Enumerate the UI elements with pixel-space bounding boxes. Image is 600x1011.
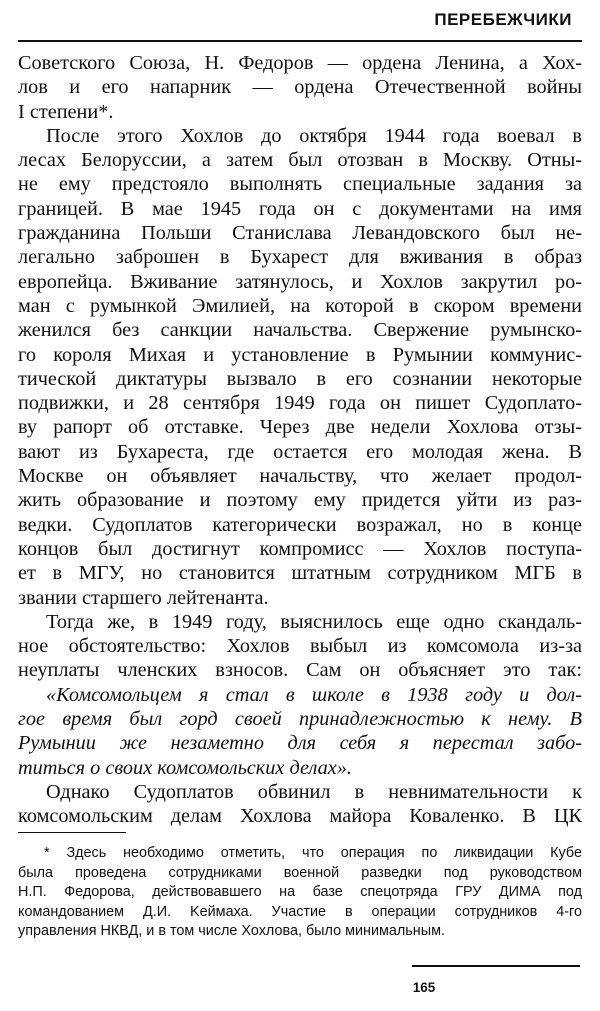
text-line: Однако Судоплатов обвинил в невнимательности к xyxy=(46,780,582,803)
footnote-line: была проведена сотрудниками военной разведки под руководством xyxy=(18,864,582,881)
text-line: лесах Белоруссии, а затем был отозван в Москву. Отны- xyxy=(18,149,582,172)
text-line: гражданина Польши Станислава Левандовского был не- xyxy=(18,222,582,245)
quote-line: Румынии же незаметно для себя я перестал забо- xyxy=(18,732,582,755)
footnote-line: * Здесь необходимо отметить, что операция по ликвидации Кубе xyxy=(44,845,582,861)
text-line: вают из Бухареста, где остается его молодая жена. В xyxy=(18,440,582,463)
body-text xyxy=(18,51,582,829)
text-line: ное обстоятельство: Хохлов выбыл из комсомола из-за xyxy=(18,635,582,658)
text-line: лов и его напарник — ордена Отечественной войны xyxy=(18,76,582,99)
header-rule xyxy=(18,40,582,42)
text-line: не ему предстояло выполнять специальные задания за xyxy=(18,173,582,196)
text-line: I степени*. xyxy=(18,100,114,123)
text-line: жить образование и поэтому ему придется уйти из раз- xyxy=(18,489,582,512)
text-line: комсомольским делам Хохлова майора Коваленко. В ЦК xyxy=(18,805,582,828)
text-line: европейца. Вживание затянулось, и Хохлов закрутил ро- xyxy=(18,270,582,293)
footnote-line: командованием Д.И. Keймаха. Участие в операции сотрудников 4-го xyxy=(18,903,582,920)
page-number: 165 xyxy=(412,980,436,995)
text-line: Советского Союза, Н. Федоров — ордена Ленина, а Хох- xyxy=(18,52,582,74)
text-line: концов был достигнут компромисс — Хохлов поступа- xyxy=(18,537,582,560)
text-line: подвижки, и 28 сентября 1949 года он пишет Судоплато- xyxy=(18,392,582,415)
text-line: ву рапорт об отставке. Через две недели Хохлова отзы- xyxy=(18,416,582,439)
quote-line: титься о своих комсомольских делах». xyxy=(18,756,352,779)
text-line: тической диктатуры вызвало в его сознании некоторые xyxy=(18,367,582,390)
text-line: звании старшего лейтенанта. xyxy=(18,586,269,609)
footer-rule xyxy=(412,965,580,967)
text-line: границей. В мае 1945 года он с документами на имя xyxy=(18,197,582,220)
text-line: Москве он объявляет начальству, что желает продол- xyxy=(18,465,582,488)
running-title: ПЕРЕБЕЖЧИКИ xyxy=(434,10,572,29)
quote-line: гое время был горд своей принадлежностью к нему. В xyxy=(18,708,582,731)
footnote-line: Н.П. Федорова, действовавшего на базе спецотряда ГРУ ДИМА под xyxy=(18,884,582,901)
text-line: ет в МГУ, но становится штатным сотрудником МГБ в xyxy=(18,562,582,585)
footnote-line: управления НКВД, и в том числе Хохлова, было минимальным. xyxy=(18,923,445,940)
footnote-rule xyxy=(18,832,126,833)
text-line: После этого Хохлов до октября 1944 года воевал в xyxy=(46,124,582,147)
footnote xyxy=(18,844,582,942)
text-line: ведки. Судоплатов категорически возражал, но в конце xyxy=(18,513,582,536)
running-head xyxy=(0,8,600,34)
text-line: Тогда же, в 1949 году, выяснилось еще одно скандаль- xyxy=(46,610,582,633)
text-line: го короля Михая и установление в Румынии коммунис- xyxy=(18,343,582,366)
text-line: легально заброшен в Бухарест для вживания в образ xyxy=(18,246,582,269)
text-line: неуплаты членских взносов. Сам он объясняет это так: xyxy=(18,659,582,682)
text-line: ман с румынкой Эмилией, на которой в скором времени xyxy=(18,294,582,317)
text-line: женился без санкции начальства. Свержение румынско- xyxy=(18,319,582,342)
quote-line: «Комсомольцем я стал в школе в 1938 году и дол- xyxy=(46,683,582,706)
